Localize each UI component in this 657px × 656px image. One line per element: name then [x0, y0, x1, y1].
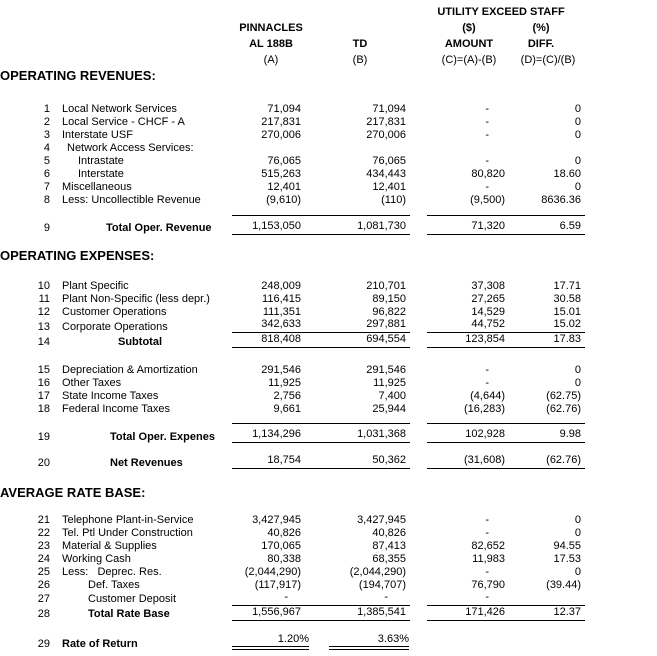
spacer	[0, 234, 585, 246]
row-label: Material & Supplies	[62, 539, 157, 552]
spacer	[0, 348, 585, 363]
row-number: 24	[37, 552, 50, 565]
table-row	[0, 539, 585, 552]
value-amount	[427, 630, 511, 650]
column-gap	[410, 402, 427, 415]
column-gap	[410, 630, 427, 650]
value-td: 11,925	[373, 376, 406, 389]
row-number: 1	[43, 103, 50, 115]
row-label: Working Cash	[62, 552, 131, 565]
row-label: Telephone Plant-in-Service	[62, 513, 194, 526]
table-row	[0, 305, 585, 318]
table-row	[0, 115, 585, 128]
column-gap	[410, 451, 427, 469]
value-td: 434,443	[366, 168, 406, 180]
column-d-unit: (%)	[532, 22, 550, 34]
column-d-formula: (D)=(C)/(B)	[520, 54, 576, 66]
value-diff: 0	[574, 376, 582, 389]
value-al188b: (9,610)	[266, 194, 301, 206]
value-amount: (16,283)	[464, 402, 505, 415]
section-header-row	[0, 246, 585, 262]
header-row-names	[0, 34, 585, 50]
section-title: OPERATING EXPENSES:	[0, 248, 155, 263]
value-amount: 102,928	[427, 424, 511, 443]
row-number: 17	[37, 389, 50, 402]
column-gap	[410, 154, 427, 167]
value-diff: 0	[574, 363, 582, 376]
header-row-formulas	[0, 50, 585, 66]
value-amount: -	[485, 103, 489, 115]
row-label: Corporate Operations	[62, 320, 168, 333]
value-td: (2,044,290)	[349, 565, 406, 578]
value-al188b: 76,065	[267, 155, 301, 167]
value-diff: 0	[574, 103, 582, 115]
table-row	[0, 424, 585, 443]
value-diff: 6.59	[511, 215, 585, 234]
value-td: 40,826	[372, 526, 406, 539]
value-amount: (31,608)	[427, 451, 511, 469]
spacer-row	[0, 469, 585, 483]
value-amount: 123,854	[427, 333, 511, 348]
value-diff	[511, 141, 585, 154]
row-label: Interstate	[78, 168, 124, 180]
row-label: Rate of Return	[62, 638, 138, 650]
value-td: 12,401	[372, 181, 406, 193]
value-diff: 0	[574, 155, 582, 167]
value-diff: 18.60	[553, 168, 582, 180]
column-gap	[410, 193, 427, 206]
value-amount	[427, 141, 511, 154]
row-number: 25	[37, 565, 50, 578]
value-diff: (62.76)	[511, 451, 585, 469]
spacer-row	[0, 499, 585, 513]
value-al188b: -	[232, 591, 310, 606]
value-amount: -	[485, 513, 489, 526]
row-label: Intrastate	[78, 155, 124, 167]
value-amount: -	[485, 565, 489, 578]
spacer	[0, 206, 585, 215]
value-td: (194,707)	[358, 578, 406, 591]
value-al188b: (2,044,290)	[244, 565, 301, 578]
value-amount: (4,644)	[470, 389, 505, 402]
column-gap	[410, 363, 427, 376]
column-gap	[410, 539, 427, 552]
table-row	[0, 128, 585, 141]
column-gap	[410, 292, 427, 305]
value-td: 210,701	[366, 280, 406, 292]
row-number: 29	[37, 638, 50, 650]
table-row	[0, 292, 585, 305]
value-diff: 94.55	[553, 539, 582, 552]
value-diff: 8636.36	[541, 194, 582, 206]
value-al188b: 1,153,050	[232, 215, 310, 234]
column-a-letter: (A)	[263, 54, 279, 66]
column-gap	[410, 376, 427, 389]
row-label: Less: Uncollectible Revenue	[62, 194, 201, 206]
value-al188b: 111,351	[262, 306, 301, 318]
value-amount: 171,426	[427, 605, 511, 620]
column-c-formula: (C)=(A)-(B)	[441, 54, 497, 66]
value-al188b: 80,338	[267, 552, 301, 565]
row-label: Total Oper. Revenue	[106, 222, 212, 234]
row-label: Other Taxes	[62, 376, 122, 389]
value-diff: 0	[574, 129, 582, 141]
value-td: 291,546	[366, 363, 406, 376]
column-a-title: PINNACLES	[239, 22, 303, 34]
value-amount: -	[485, 526, 489, 539]
value-td: 25,944	[372, 402, 406, 415]
row-number: 13	[37, 320, 50, 333]
row-label: Interstate USF	[62, 129, 133, 141]
value-td: 71,094	[372, 103, 406, 115]
value-td: 1,385,541	[310, 605, 410, 620]
column-gap	[410, 526, 427, 539]
column-gap	[410, 141, 427, 154]
table-row	[0, 565, 585, 578]
value-td: 87,413	[372, 539, 406, 552]
value-td: 217,831	[366, 116, 406, 128]
row-number: 18	[37, 402, 50, 415]
table-row	[0, 376, 585, 389]
value-amount: -	[485, 129, 489, 141]
value-amount: -	[485, 181, 489, 193]
value-diff: 17.53	[553, 552, 582, 565]
value-al188b: 818,408	[232, 333, 310, 348]
column-gap	[410, 333, 427, 348]
row-number: 19	[37, 430, 50, 443]
row-number: 22	[37, 526, 50, 539]
value-td: -	[310, 591, 410, 606]
group-column-header: UTILITY EXCEED STAFF	[437, 6, 565, 18]
value-td: 694,554	[310, 333, 410, 348]
row-label: Total Oper. Expenes	[110, 430, 215, 443]
table-body	[0, 66, 585, 650]
row-label: Tel. Ptl Under Construction	[62, 526, 193, 539]
spacer-row	[0, 415, 585, 424]
value-al188b: 248,009	[261, 280, 301, 292]
row-number: 14	[37, 335, 50, 348]
row-label: Miscellaneous	[62, 181, 132, 193]
value-diff: (62.76)	[546, 402, 582, 415]
value-al188b: 2,756	[273, 389, 301, 402]
table-row	[0, 141, 585, 154]
table-row	[0, 513, 585, 526]
table-row	[0, 578, 585, 591]
value-amount: 71,320	[427, 215, 511, 234]
row-label: Network Access Services:	[67, 142, 194, 154]
value-amount: 14,529	[471, 306, 505, 318]
value-amount: 27,265	[471, 293, 505, 305]
table-row	[0, 154, 585, 167]
section-title: OPERATING REVENUES:	[0, 68, 156, 83]
value-diff: 15.02	[511, 318, 585, 333]
value-amount: -	[427, 591, 511, 606]
value-al188b: 116,415	[262, 293, 301, 305]
row-label: Local Network Services	[62, 103, 177, 115]
row-number: 27	[37, 593, 50, 605]
value-amount: 37,308	[471, 280, 505, 292]
value-diff: 0	[574, 116, 582, 128]
value-al188b: 291,546	[261, 363, 301, 376]
value-td: 68,355	[372, 552, 406, 565]
value-td	[310, 630, 410, 650]
spacer	[0, 262, 585, 279]
value-amount: 76,790	[471, 578, 505, 591]
value-al188b: 515,263	[261, 168, 301, 180]
value-amount: -	[485, 376, 489, 389]
value-diff: 9.98	[511, 424, 585, 443]
value-al188b: 12,401	[267, 181, 301, 193]
value-amount: 44,752	[427, 318, 511, 333]
column-gap	[410, 389, 427, 402]
value-al188b: 1,556,967	[232, 605, 310, 620]
value-al188b: 1,134,296	[232, 424, 310, 443]
table-row	[0, 552, 585, 565]
row-number: 8	[43, 194, 50, 206]
spacer-row	[0, 262, 585, 279]
column-gap	[410, 279, 427, 292]
row-number: 3	[43, 129, 50, 141]
spacer-row	[0, 620, 585, 630]
row-number: 11	[38, 293, 50, 305]
spacer	[0, 415, 585, 424]
value-amount: 11,983	[472, 552, 505, 565]
table-row	[0, 167, 585, 180]
double-underlined-value: 3.63%	[329, 633, 409, 650]
spacer-row	[0, 206, 585, 215]
value-al188b: (117,917)	[254, 578, 301, 591]
table-row	[0, 318, 585, 333]
row-number: 2	[43, 116, 50, 128]
spacer	[0, 443, 585, 451]
value-diff: 30.58	[553, 293, 582, 305]
double-underlined-value: 1.20%	[232, 633, 309, 650]
row-label: State Income Taxes	[62, 389, 159, 402]
value-al188b: 18,754	[232, 451, 310, 469]
column-gap	[410, 115, 427, 128]
value-td: 297,881	[310, 318, 410, 333]
column-gap	[410, 305, 427, 318]
value-diff: (62.75)	[546, 389, 582, 402]
value-al188b	[232, 630, 310, 650]
table-row	[0, 389, 585, 402]
spacer-row	[0, 348, 585, 363]
value-al188b: 3,427,945	[252, 513, 301, 526]
table-row	[0, 363, 585, 376]
row-number: 16	[37, 376, 50, 389]
value-al188b: 11,925	[268, 376, 301, 389]
column-gap	[410, 215, 427, 234]
spacer-row	[0, 234, 585, 246]
table-row	[0, 279, 585, 292]
column-gap	[410, 605, 427, 620]
header-row-titles	[0, 18, 585, 34]
value-al188b	[232, 141, 310, 154]
column-gap	[410, 318, 427, 333]
row-label: Federal Income Taxes	[62, 402, 171, 415]
value-diff: 17.71	[553, 280, 582, 292]
row-number: 26	[37, 578, 50, 591]
column-b-name: TD	[352, 38, 368, 50]
table-row	[0, 591, 585, 606]
column-gap	[410, 591, 427, 606]
table-row	[0, 526, 585, 539]
row-number: 10	[37, 280, 50, 292]
column-gap	[410, 128, 427, 141]
table-row	[0, 193, 585, 206]
row-label: Total Rate Base	[88, 608, 170, 620]
value-amount: (9,500)	[470, 194, 505, 206]
column-gap	[410, 513, 427, 526]
row-number: 20	[37, 456, 50, 469]
value-td: 270,006	[366, 129, 406, 141]
column-d-name: DIFF.	[527, 38, 555, 50]
value-td: (110)	[381, 194, 406, 206]
spacer	[0, 499, 585, 513]
value-diff: 0	[574, 513, 582, 526]
value-amount: -	[485, 155, 489, 167]
row-label: Def. Taxes	[88, 578, 140, 591]
column-gap	[410, 552, 427, 565]
row-number: 23	[37, 539, 50, 552]
spacer-row	[0, 443, 585, 451]
row-number: 21	[37, 513, 50, 526]
value-amount: 80,820	[471, 168, 505, 180]
value-al188b: 217,831	[261, 116, 301, 128]
spacer-row	[0, 82, 585, 102]
section-title: AVERAGE RATE BASE:	[0, 484, 146, 500]
value-td: 1,081,730	[310, 215, 410, 234]
value-td: 76,065	[372, 155, 406, 167]
table-row	[0, 402, 585, 415]
value-td: 89,150	[372, 293, 406, 305]
value-diff: 15.01	[553, 306, 582, 318]
row-label: Less: Deprec. Res.	[62, 565, 162, 578]
value-amount: -	[485, 116, 489, 128]
table-row	[0, 333, 585, 348]
value-diff: 0	[574, 526, 582, 539]
spacer	[0, 620, 585, 630]
row-number: 4	[43, 142, 50, 154]
row-label: Net Revenues	[110, 456, 183, 469]
row-label: Customer Operations	[62, 306, 167, 318]
column-gap	[410, 102, 427, 115]
value-td: 96,822	[372, 306, 406, 318]
table-row	[0, 451, 585, 469]
value-td: 3,427,945	[357, 513, 406, 526]
row-label: Depreciation & Amortization	[62, 363, 198, 376]
row-label: Plant Specific	[62, 280, 129, 292]
value-td: 1,031,368	[310, 424, 410, 443]
value-diff: (39.44)	[546, 578, 582, 591]
value-td: 7,400	[378, 389, 406, 402]
table-row	[0, 180, 585, 193]
value-td: 50,362	[310, 451, 410, 469]
row-number: 9	[43, 222, 50, 234]
row-number: 6	[43, 168, 50, 180]
row-label: Customer Deposit	[88, 593, 177, 605]
value-diff: 0	[574, 565, 582, 578]
column-b-letter: (B)	[352, 54, 368, 66]
value-diff	[511, 591, 585, 606]
column-a-name: AL 188B	[249, 38, 293, 50]
value-amount: 82,652	[471, 539, 505, 552]
column-gap	[410, 578, 427, 591]
value-diff: 17.83	[511, 333, 585, 348]
value-diff: 12.37	[511, 605, 585, 620]
column-c-name: AMOUNT	[444, 38, 494, 50]
section-header-row	[0, 483, 585, 499]
value-al188b: 40,826	[267, 526, 301, 539]
row-number: 15	[37, 363, 50, 376]
column-gap	[410, 167, 427, 180]
table-row	[0, 215, 585, 234]
value-al188b: 170,065	[261, 539, 301, 552]
column-gap	[410, 565, 427, 578]
value-al188b: 9,661	[273, 402, 301, 415]
column-c-unit: ($)	[462, 22, 476, 34]
table-row	[0, 630, 585, 650]
table-row	[0, 102, 585, 115]
value-al188b: 71,094	[267, 103, 301, 115]
row-number: 12	[37, 306, 50, 318]
header-row-group	[0, 2, 585, 18]
financial-table	[0, 2, 585, 650]
row-label: Local Service - CHCF - A	[62, 116, 185, 128]
row-label: Subtotal	[118, 335, 162, 348]
table-header	[0, 2, 585, 66]
row-number: 28	[37, 608, 50, 620]
row-number: 7	[43, 181, 50, 193]
value-al188b: 342,633	[232, 318, 310, 333]
value-td	[310, 141, 410, 154]
value-diff	[511, 630, 585, 650]
spacer	[0, 82, 585, 102]
value-al188b: 270,006	[261, 129, 301, 141]
value-diff: 0	[574, 181, 582, 193]
column-gap	[410, 424, 427, 443]
row-number: 5	[43, 155, 50, 167]
section-header-row	[0, 66, 585, 82]
table-row	[0, 605, 585, 620]
column-gap	[410, 180, 427, 193]
value-amount: -	[485, 363, 489, 376]
row-label: Plant Non-Specific (less depr.)	[62, 293, 210, 305]
spacer	[0, 469, 585, 483]
